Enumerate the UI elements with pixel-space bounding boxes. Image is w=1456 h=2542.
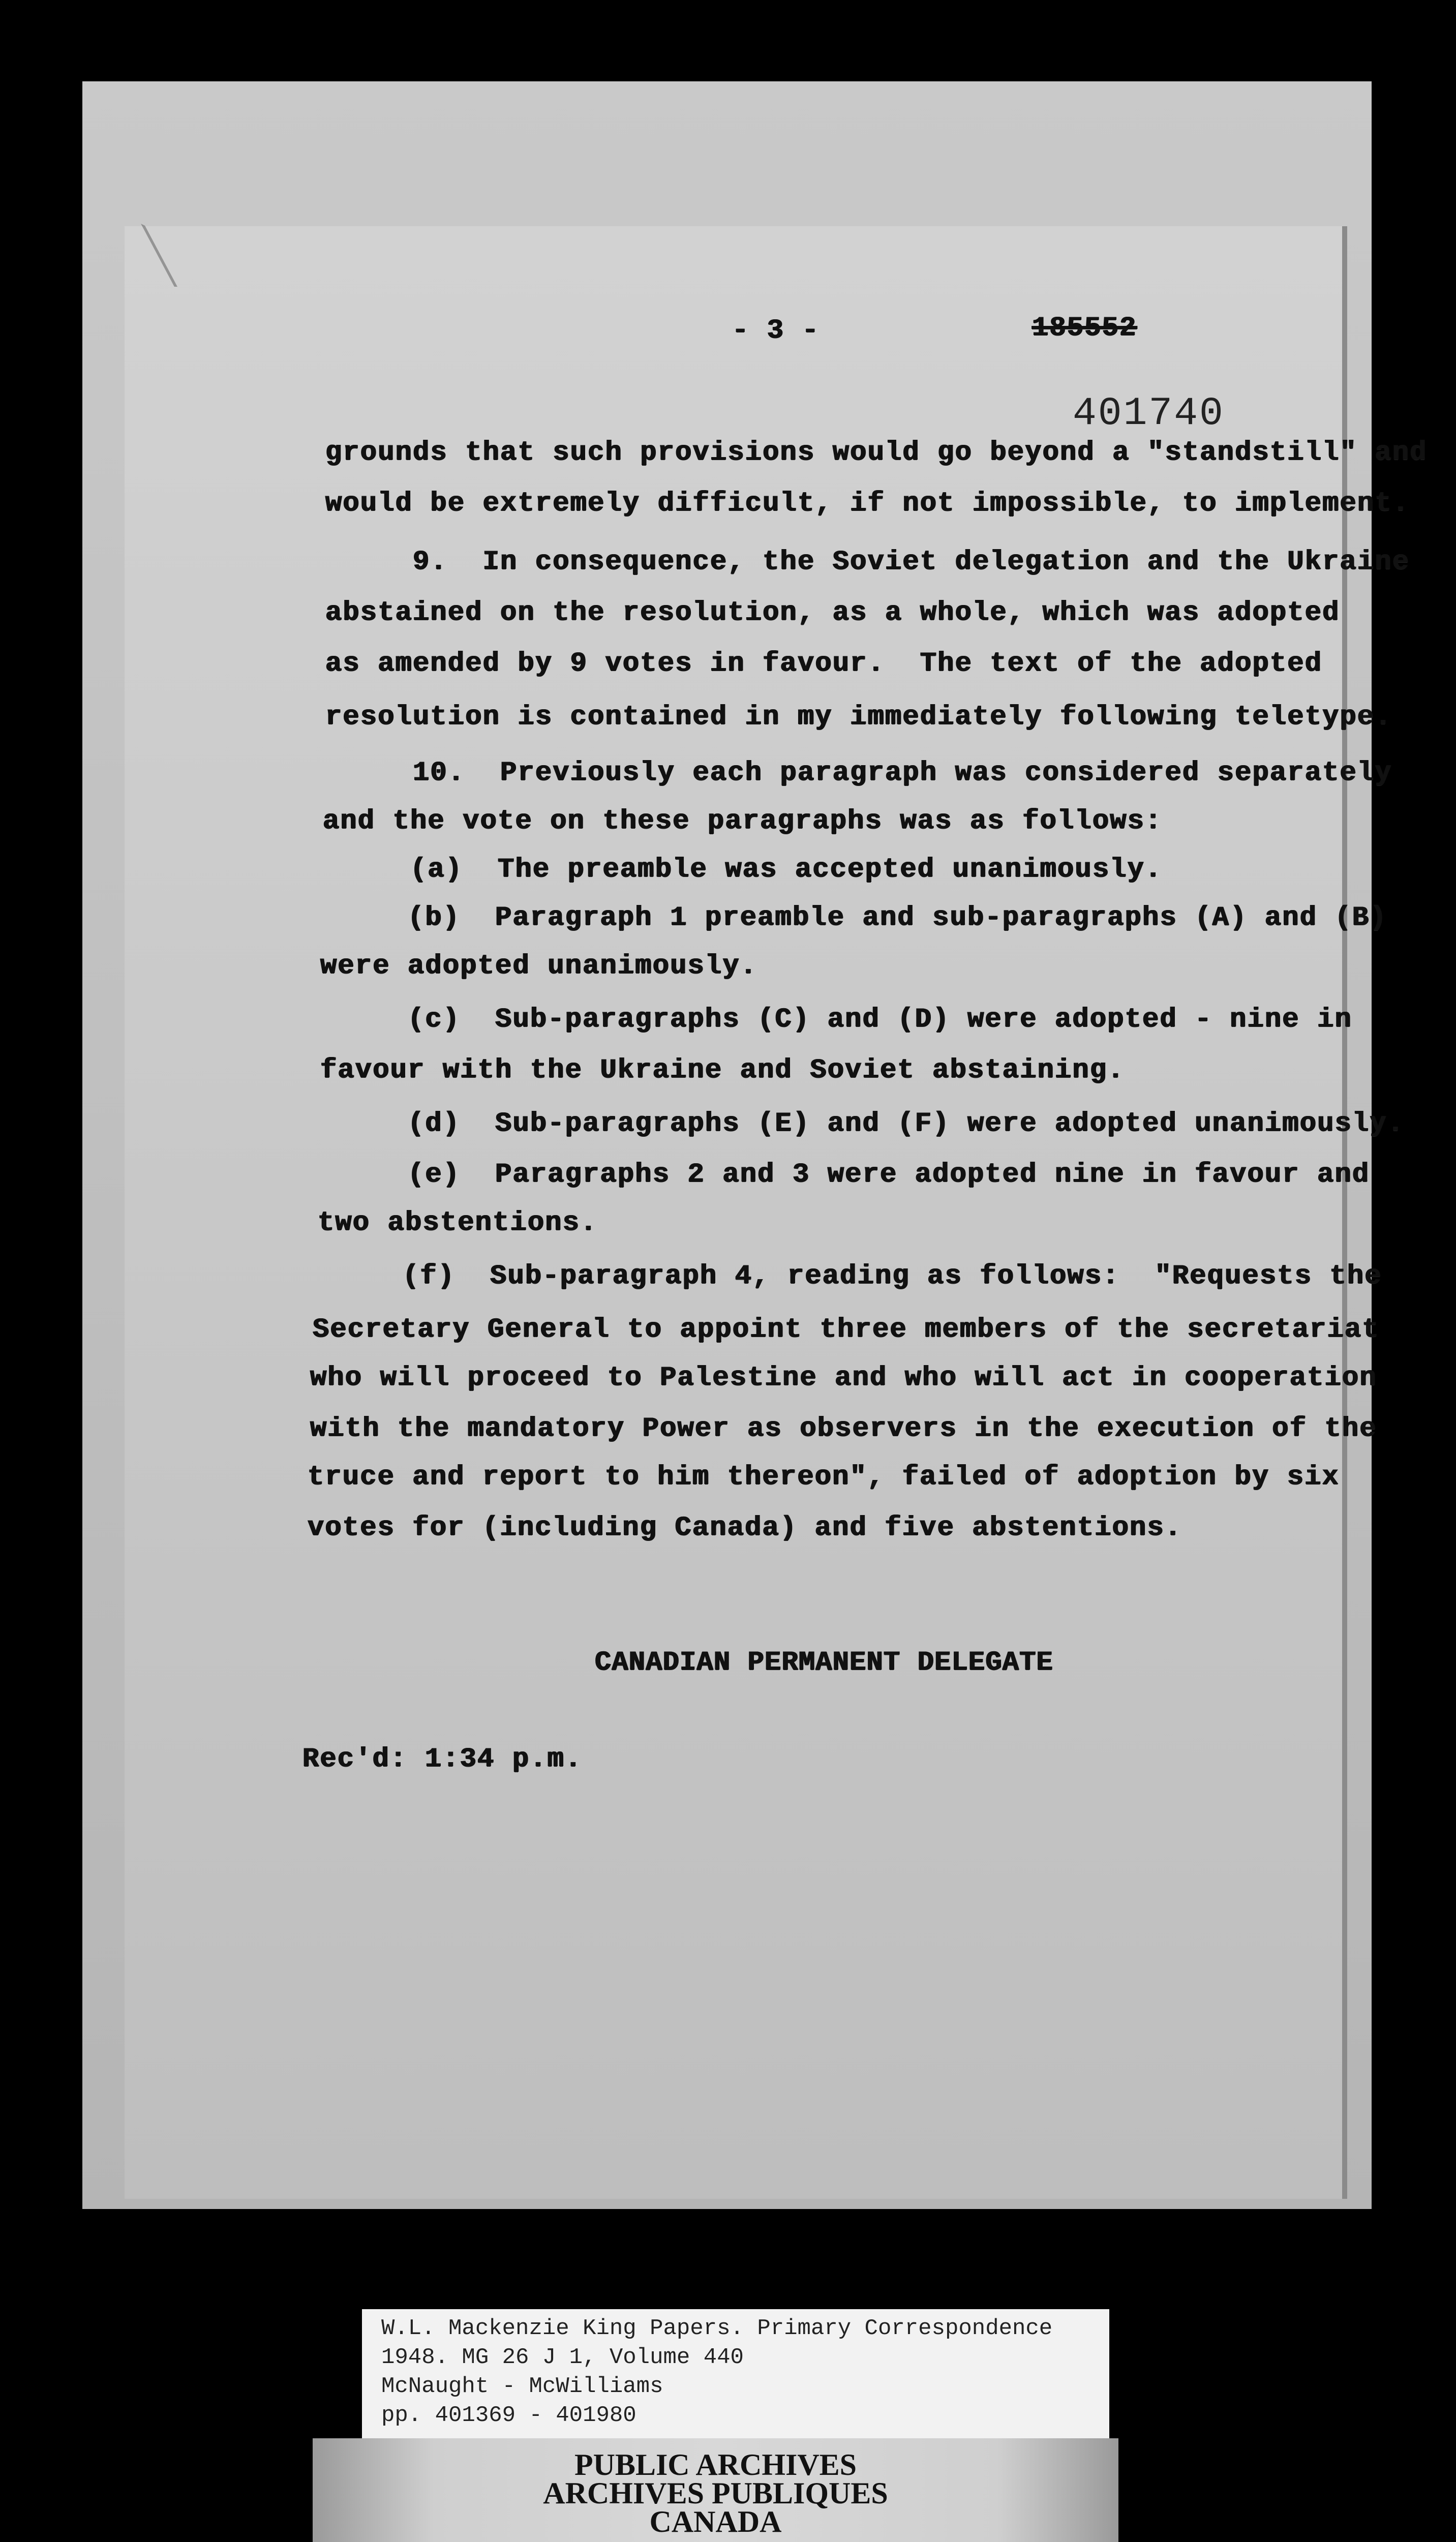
body-line: were adopted unanimously. — [320, 951, 758, 982]
label-line: 1948. MG 26 J 1, Volume 440 — [381, 2345, 744, 2370]
body-line: votes for (including Canada) and five abstentions. — [308, 1512, 1182, 1544]
label-line: McNaught - McWilliams — [381, 2374, 663, 2399]
document-number: 401740 — [1073, 391, 1225, 436]
signature-block: CANADIAN PERMANENT DELEGATE — [595, 1647, 1053, 1678]
page-number: - 3 - — [732, 315, 820, 346]
body-line: as amended by 9 votes in favour. The text of the adopted — [325, 648, 1323, 679]
body-line: (f) Sub-paragraph 4, reading as follows: "Requests the — [315, 1261, 1382, 1292]
stamp-line: PUBLIC ARCHIVES — [574, 2448, 857, 2482]
body-line: 10. Previously each paragraph was considered separately — [325, 758, 1392, 789]
archive-reference-label — [362, 2309, 1109, 2439]
body-line: would be extremely difficult, if not impossible, to implement. — [325, 488, 1410, 519]
public-archives-stamp — [313, 2438, 1118, 2542]
body-line: (d) Sub-paragraphs (E) and (F) were adopted unanimously. — [320, 1108, 1405, 1139]
body-line: 9. In consequence, the Soviet delegation and the Ukraine — [325, 547, 1410, 578]
body-line: grounds that such provisions would go beyond a "standstill" and — [325, 437, 1428, 468]
body-line: and the vote on these paragraphs was as follows: — [323, 806, 1163, 837]
stamp-line: CANADA — [649, 2505, 782, 2538]
body-line: truce and report to him thereon", failed of adoption by six — [308, 1462, 1340, 1493]
body-line: (c) Sub-paragraphs (C) and (D) were adopted - nine in — [320, 1004, 1352, 1035]
body-line: resolution is contained in my immediately following teletype. — [325, 702, 1392, 733]
body-line: who will proceed to Palestine and who will act in cooperation — [310, 1363, 1377, 1394]
body-line: (a) The preamble was accepted unanimously. — [323, 854, 1163, 885]
body-line: two abstentions. — [318, 1207, 598, 1238]
struck-document-number: 185552 — [1032, 313, 1137, 344]
body-line: abstained on the resolution, as a whole, which was adopted — [325, 597, 1340, 628]
document-page — [125, 226, 1347, 2199]
label-line: W.L. Mackenzie King Papers. Primary Correspondence — [381, 2316, 1053, 2341]
body-line: (b) Paragraph 1 preamble and sub-paragraphs (A) and (B) — [320, 902, 1387, 933]
body-line: favour with the Ukraine and Soviet abstaining. — [320, 1055, 1125, 1086]
body-line: Secretary General to appoint three members of the secretariat — [313, 1314, 1380, 1345]
body-line: with the mandatory Power as observers in the execution of the — [310, 1413, 1377, 1444]
received-time: Rec'd: 1:34 p.m. — [302, 1744, 583, 1775]
label-line: pp. 401369 - 401980 — [381, 2403, 636, 2428]
stamp-line: ARCHIVES PUBLIQUES — [543, 2476, 888, 2510]
body-line: (e) Paragraphs 2 and 3 were adopted nine in favour and — [320, 1159, 1370, 1190]
